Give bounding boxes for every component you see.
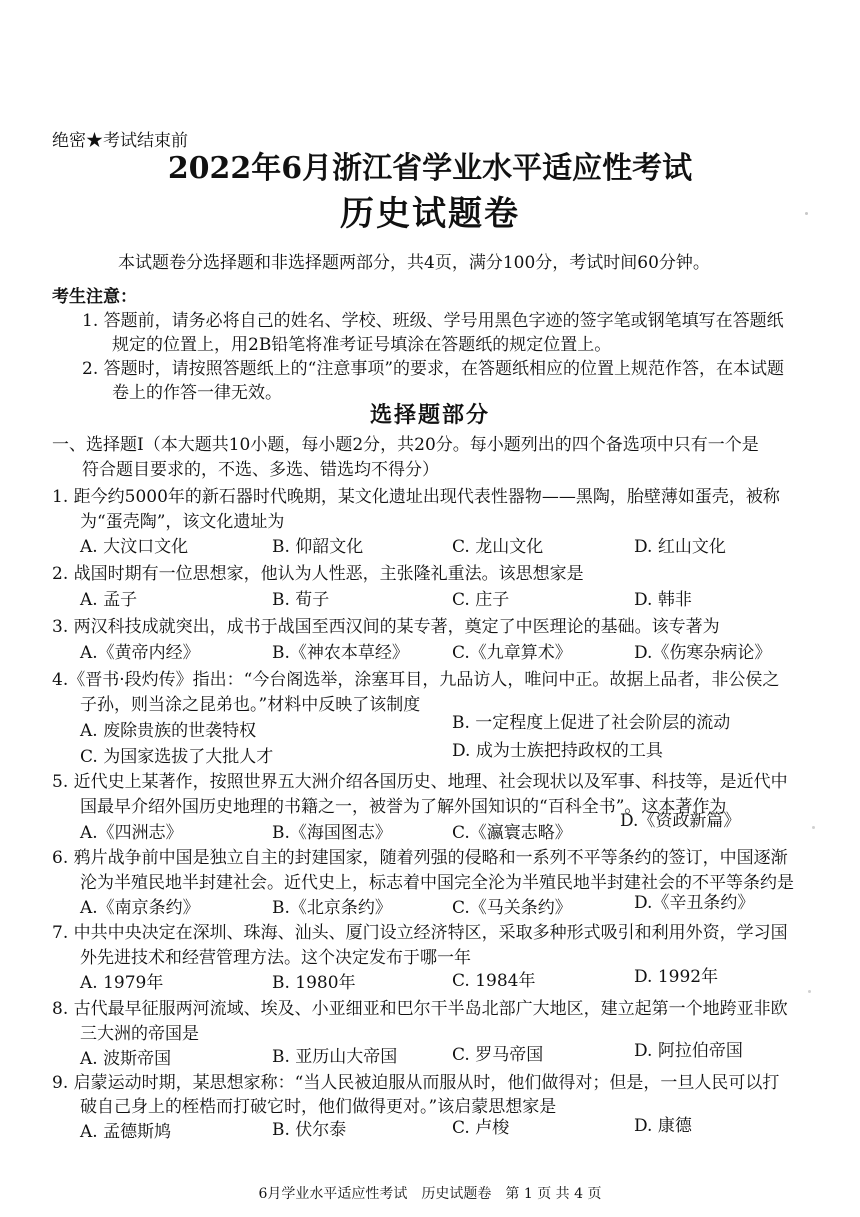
question-6-option-d: D.《辛丑条约》	[634, 893, 755, 913]
question-9-stem-cont: 破自己身上的桎梏而打破它时，他们做得更对。”该启蒙思想家是	[80, 1097, 557, 1117]
question-4-option-b: B. 一定程度上促进了社会阶层的流动	[452, 713, 731, 733]
question-2-option-b: B. 荀子	[272, 590, 330, 610]
question-7-option-d: D. 1992年	[634, 967, 719, 987]
question-9-option-d: D. 康德	[634, 1116, 692, 1136]
question-8-option-a: A. 波斯帝国	[80, 1049, 172, 1069]
scan-speck	[805, 212, 808, 215]
section-instructions: 一、选择题Ⅰ（本大题共10小题，每小题2分，共20分。每小题列出的四个备选项中只有一个是	[52, 435, 759, 455]
question-5-stem-cont: 国最早介绍外国历史地理的书籍之一，被誉为了解外国知识的“百科全书”。这本著作为	[80, 797, 727, 817]
question-9-option-c: C. 卢梭	[452, 1118, 510, 1138]
question-1-option-c: C. 龙山文化	[452, 537, 544, 557]
question-2-stem: 2. 战国时期有一位思想家，他认为人性恶，主张隆礼重法。该思想家是	[52, 564, 584, 584]
question-7-option-c: C. 1984年	[452, 971, 536, 991]
notice-item-2: 2. 答题时，请按照答题纸上的“注意事项”的要求，在答题纸相应的位置上规范作答，在本试题	[82, 359, 785, 379]
question-4-stem-cont: 子孙，则当涂之昆弟也。”材料中反映了该制度	[80, 695, 421, 715]
question-7-stem-cont: 外先进技术和经营管理方法。这个决定发布于哪一年	[80, 948, 471, 968]
exam-title: 2022年6月浙江省学业水平适应性考试	[167, 151, 693, 186]
notice-item-1-cont: 规定的位置上，用2B铅笔将准考证号填涂在答题纸的规定位置上。	[112, 335, 612, 355]
paper-intro: 本试题卷分选择题和非选择题两部分，共4页，满分100分，考试时间60分钟。	[118, 253, 710, 273]
question-9-option-b: B. 伏尔泰	[272, 1120, 347, 1140]
question-4-option-c: C. 为国家选拔了大批人才	[80, 747, 274, 767]
paper-subtitle: 历史试题卷	[340, 194, 520, 234]
question-2-option-d: D. 韩非	[634, 590, 692, 610]
question-9-option-a: A. 孟德斯鸠	[80, 1122, 172, 1142]
notice-item-1: 1. 答题前，请务必将自己的姓名、学校、班级、学号用黑色字迹的签字笔或钢笔填写在答题纸	[82, 311, 784, 331]
question-7-stem: 7. 中共中央决定在深圳、珠海、汕头、厦门设立经济特区，采取多种形式吸引和利用外资，学习国	[52, 923, 788, 943]
notice-heading: 考生注意：	[52, 287, 137, 307]
scan-speck	[808, 990, 811, 993]
question-4-option-a: A. 废除贵族的世袭特权	[80, 721, 257, 741]
question-5-option-b: B.《海国图志》	[272, 823, 392, 843]
question-7-option-a: A. 1979年	[80, 973, 164, 993]
section-instructions-cont: 符合题目要求的，不选、多选、错选均不得分）	[82, 460, 439, 480]
question-8-option-b: B. 亚历山大帝国	[272, 1047, 398, 1067]
question-6-stem-cont: 沦为半殖民地半封建社会。近代史上，标志着中国完全沦为半殖民地半封建社会的不平等条约是	[80, 873, 794, 893]
question-3-option-d: D.《伤寒杂病论》	[634, 643, 772, 663]
question-7-option-b: B. 1980年	[272, 973, 356, 993]
page-footer: 6月学业水平适应性考试 历史试题卷 第 1 页 共 4 页	[258, 1186, 602, 1202]
question-1-stem: 1. 距今约5000年的新石器时代晚期，某文化遗址出现代表性器物——黑陶，胎壁薄如蛋壳，被称	[52, 487, 780, 507]
question-2-option-c: C. 庄子	[452, 590, 510, 610]
question-3-option-a: A.《黄帝内经》	[80, 643, 200, 663]
question-6-option-c: C.《马关条约》	[452, 898, 572, 918]
question-5-option-d: D.《资政新篇》	[620, 811, 741, 831]
question-1-option-b: B. 仰韶文化	[272, 537, 364, 557]
question-1-option-a: A. 大汶口文化	[80, 537, 189, 557]
question-5-option-a: A.《四洲志》	[80, 823, 183, 843]
question-1-stem-cont: 为“蛋壳陶”，该文化遗址为	[80, 512, 285, 532]
question-3-stem: 3. 两汉科技成就突出，成书于战国至西汉间的某专著，奠定了中医理论的基础。该专著为	[52, 617, 720, 637]
question-3-option-c: C.《九章算术》	[452, 643, 572, 663]
confidential-label: 绝密★考试结束前	[52, 131, 188, 151]
section-title: 选择题部分	[369, 402, 490, 428]
question-6-option-a: A.《南京条约》	[80, 898, 200, 918]
question-6-option-b: B.《北京条约》	[272, 898, 392, 918]
question-8-stem: 8. 古代最早征服两河流域、埃及、小亚细亚和巴尔干半岛北部广大地区，建立起第一个地跨亚非欧	[52, 999, 788, 1019]
question-4-stem: 4.《晋书·段灼传》指出：“今台阁选举，涂塞耳目，九品访人，唯问中正。故据上品者，非公侯之	[52, 670, 780, 690]
question-1-option-d: D. 红山文化	[634, 537, 726, 557]
question-4-option-d: D. 成为士族把持政权的工具	[452, 741, 663, 761]
question-5-option-c: C.《瀛寰志略》	[452, 823, 572, 843]
question-8-option-c: C. 罗马帝国	[452, 1045, 544, 1065]
question-9-stem: 9. 启蒙运动时期，某思想家称：“当人民被迫服从而服从时，他们做得对；但是，一旦人民可以打	[52, 1073, 780, 1093]
question-2-option-a: A. 孟子	[80, 590, 138, 610]
question-6-stem: 6. 鸦片战争前中国是独立自主的封建国家，随着列强的侵略和一系列不平等条约的签订，中国逐渐	[52, 848, 788, 868]
question-8-option-d: D. 阿拉伯帝国	[634, 1041, 743, 1061]
scan-speck	[812, 826, 815, 829]
question-8-stem-cont: 三大洲的帝国是	[80, 1024, 199, 1044]
question-3-option-b: B.《神农本草经》	[272, 643, 409, 663]
notice-item-2-cont: 卷上的作答一律无效。	[112, 383, 282, 403]
question-5-stem: 5. 近代史上某著作，按照世界五大洲介绍各国历史、地理、社会现状以及军事、科技等，是近代中	[52, 772, 788, 792]
